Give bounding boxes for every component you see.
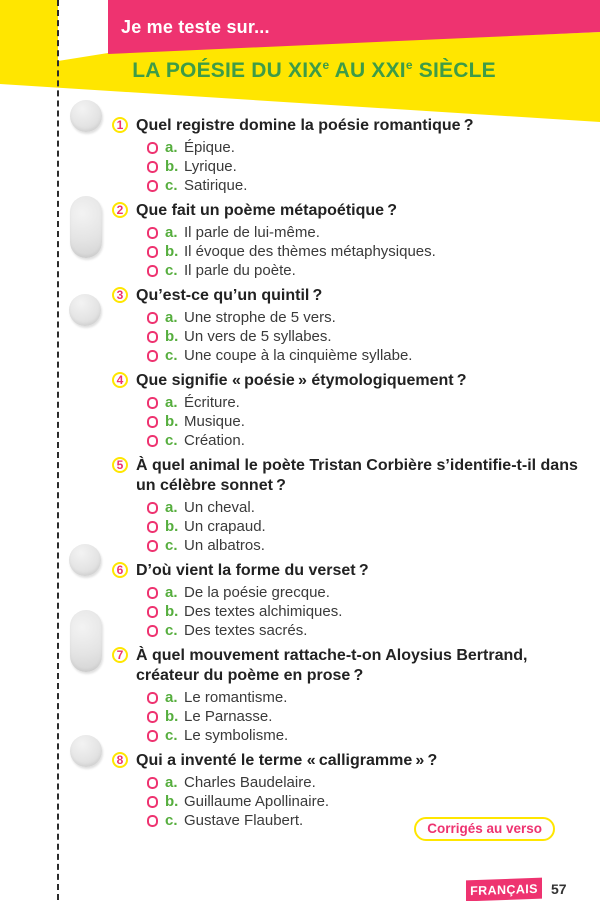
page-title-text: LA POÉSIE DU XIX [132, 59, 323, 82]
options-list [147, 688, 586, 745]
answers-on-back-badge: Corrigés au verso [414, 817, 555, 841]
question-block [112, 561, 586, 640]
binding-hole [69, 294, 101, 326]
option-letter: a. [165, 689, 178, 706]
option-checkbox[interactable] [147, 521, 158, 533]
question-text: À quel animal le poète Tristan Corbière s’identifie-t-il dans un célèbre sonnet ? [136, 457, 578, 494]
option-text: Une strophe de 5 vers. [184, 309, 336, 326]
option-row [147, 157, 586, 176]
option-checkbox[interactable] [147, 397, 158, 409]
option-row [147, 261, 586, 280]
question-number-badge: 7 [112, 647, 128, 663]
question-header [112, 561, 586, 581]
option-row [147, 223, 586, 242]
option-letter: a. [165, 394, 178, 411]
option-letter: c. [165, 262, 178, 279]
page-number: 57 [551, 881, 567, 897]
question-header [112, 371, 586, 391]
option-row [147, 602, 586, 621]
option-text: Il évoque des thèmes métaphysiques. [184, 243, 436, 260]
question-header [112, 286, 586, 306]
option-letter: b. [165, 328, 179, 345]
option-text: Guillaume Apollinaire. [184, 793, 330, 810]
option-row [147, 517, 586, 536]
binding-hole [70, 735, 102, 767]
option-text: Le symbolisme. [184, 727, 289, 744]
option-letter: a. [165, 774, 178, 791]
option-checkbox[interactable] [147, 416, 158, 428]
question-block [112, 456, 586, 555]
option-checkbox[interactable] [147, 265, 158, 277]
option-letter: c. [165, 347, 178, 364]
binding-hole [70, 610, 102, 672]
option-row [147, 621, 586, 640]
option-row [147, 431, 586, 450]
option-row [147, 792, 586, 811]
option-row [147, 176, 586, 195]
option-checkbox[interactable] [147, 502, 158, 514]
question-text: D’où vient la forme du verset ? [136, 562, 369, 579]
option-checkbox[interactable] [147, 246, 158, 258]
option-checkbox[interactable] [147, 777, 158, 789]
option-text: Il parle de lui-même. [184, 224, 320, 241]
option-row [147, 726, 586, 745]
option-checkbox[interactable] [147, 540, 158, 552]
option-row [147, 242, 586, 261]
option-letter: c. [165, 177, 178, 194]
option-text: Épique. [184, 139, 235, 156]
question-block [112, 371, 586, 450]
options-list [147, 583, 586, 640]
question-text: À quel mouvement rattache-t-on Aloysius Bertrand, créateur du poème en prose ? [136, 647, 528, 684]
options-list [147, 498, 586, 555]
question-text: Que fait un poème métapoétique ? [136, 202, 398, 219]
option-row [147, 346, 586, 365]
option-letter: b. [165, 603, 179, 620]
page-title-superscript: e [405, 58, 413, 72]
page-title-superscript: e [322, 58, 330, 72]
option-text: Une coupe à la cinquième syllabe. [184, 347, 413, 364]
binding-hole [70, 196, 102, 258]
options-list [147, 308, 586, 365]
page-title-text: AU XXI [329, 59, 406, 82]
option-letter: a. [165, 309, 178, 326]
option-checkbox[interactable] [147, 180, 158, 192]
question-text: Quel registre domine la poésie romantique ? [136, 117, 474, 134]
header-tab-label: Je me teste sur... [121, 17, 270, 37]
option-row [147, 498, 586, 517]
option-text: Lyrique. [184, 158, 237, 175]
option-checkbox[interactable] [147, 815, 158, 827]
option-letter: c. [165, 537, 178, 554]
question-header [112, 116, 586, 136]
question-number-badge: 5 [112, 457, 128, 473]
subject-tab: FRANÇAIS [466, 878, 542, 901]
page-title-text: SIÈCLE [412, 59, 496, 82]
option-letter: b. [165, 413, 179, 430]
option-letter: a. [165, 139, 178, 156]
options-list [147, 138, 586, 195]
option-checkbox[interactable] [147, 796, 158, 808]
question-header [112, 201, 586, 221]
option-checkbox[interactable] [147, 142, 158, 154]
option-row [147, 308, 586, 327]
option-text: Gustave Flaubert. [184, 812, 304, 829]
option-checkbox[interactable] [147, 606, 158, 618]
option-row [147, 707, 586, 726]
option-letter: a. [165, 499, 178, 516]
option-letter: a. [165, 224, 178, 241]
option-row [147, 583, 586, 602]
option-text: Le Parnasse. [184, 708, 273, 725]
question-block [112, 116, 586, 195]
option-checkbox[interactable] [147, 730, 158, 742]
option-row [147, 688, 586, 707]
question-block [112, 646, 586, 745]
option-text: Il parle du poète. [184, 262, 296, 279]
option-text: Un crapaud. [184, 518, 266, 535]
question-number-badge: 8 [112, 752, 128, 768]
option-checkbox[interactable] [147, 331, 158, 343]
question-number-badge: 1 [112, 117, 128, 133]
option-checkbox[interactable] [147, 350, 158, 362]
option-text: Musique. [184, 413, 245, 430]
option-letter: a. [165, 584, 178, 601]
option-letter: c. [165, 622, 178, 639]
option-letter: b. [165, 708, 179, 725]
option-row [147, 536, 586, 555]
option-checkbox[interactable] [147, 711, 158, 723]
option-row [147, 138, 586, 157]
option-text: Un vers de 5 syllabes. [184, 328, 332, 345]
option-row [147, 773, 586, 792]
question-header [112, 646, 586, 686]
option-letter: c. [165, 432, 178, 449]
option-row [147, 327, 586, 346]
option-text: Le romantisme. [184, 689, 288, 706]
question-text: Qu’est-ce qu’un quintil ? [136, 287, 323, 304]
option-checkbox[interactable] [147, 692, 158, 704]
binding-hole [69, 544, 101, 576]
option-checkbox[interactable] [147, 161, 158, 173]
options-list [147, 393, 586, 450]
dashed-cut-line [57, 0, 59, 900]
option-row [147, 393, 586, 412]
question-header [112, 456, 586, 496]
option-text: Des textes alchimiques. [184, 603, 343, 620]
question-block [112, 201, 586, 280]
question-text: Que signifie « poésie » étymologiquement ? [136, 372, 467, 389]
options-list [147, 223, 586, 280]
option-letter: c. [165, 812, 178, 829]
option-checkbox[interactable] [147, 312, 158, 324]
question-block [112, 286, 586, 365]
question-header [112, 751, 586, 771]
option-text: Création. [184, 432, 245, 449]
option-checkbox[interactable] [147, 625, 158, 637]
question-text: Qui a inventé le terme « calligramme » ? [136, 752, 438, 769]
option-checkbox[interactable] [147, 587, 158, 599]
question-number-badge: 6 [112, 562, 128, 578]
option-text: Un albatros. [184, 537, 265, 554]
option-letter: b. [165, 158, 179, 175]
option-text: Écriture. [184, 394, 240, 411]
option-checkbox[interactable] [147, 435, 158, 447]
option-letter: b. [165, 243, 179, 260]
option-text: De la poésie grecque. [184, 584, 330, 601]
option-checkbox[interactable] [147, 227, 158, 239]
page-title [0, 59, 600, 83]
question-number-badge: 4 [112, 372, 128, 388]
option-letter: c. [165, 727, 178, 744]
binding-hole [70, 100, 102, 132]
option-text: Un cheval. [184, 499, 255, 516]
option-row [147, 412, 586, 431]
question-number-badge: 3 [112, 287, 128, 303]
quiz-question-list [112, 116, 586, 836]
option-text: Satirique. [184, 177, 248, 194]
option-letter: b. [165, 793, 179, 810]
question-number-badge: 2 [112, 202, 128, 218]
option-text: Charles Baudelaire. [184, 774, 316, 791]
option-letter: b. [165, 518, 179, 535]
option-text: Des textes sacrés. [184, 622, 308, 639]
